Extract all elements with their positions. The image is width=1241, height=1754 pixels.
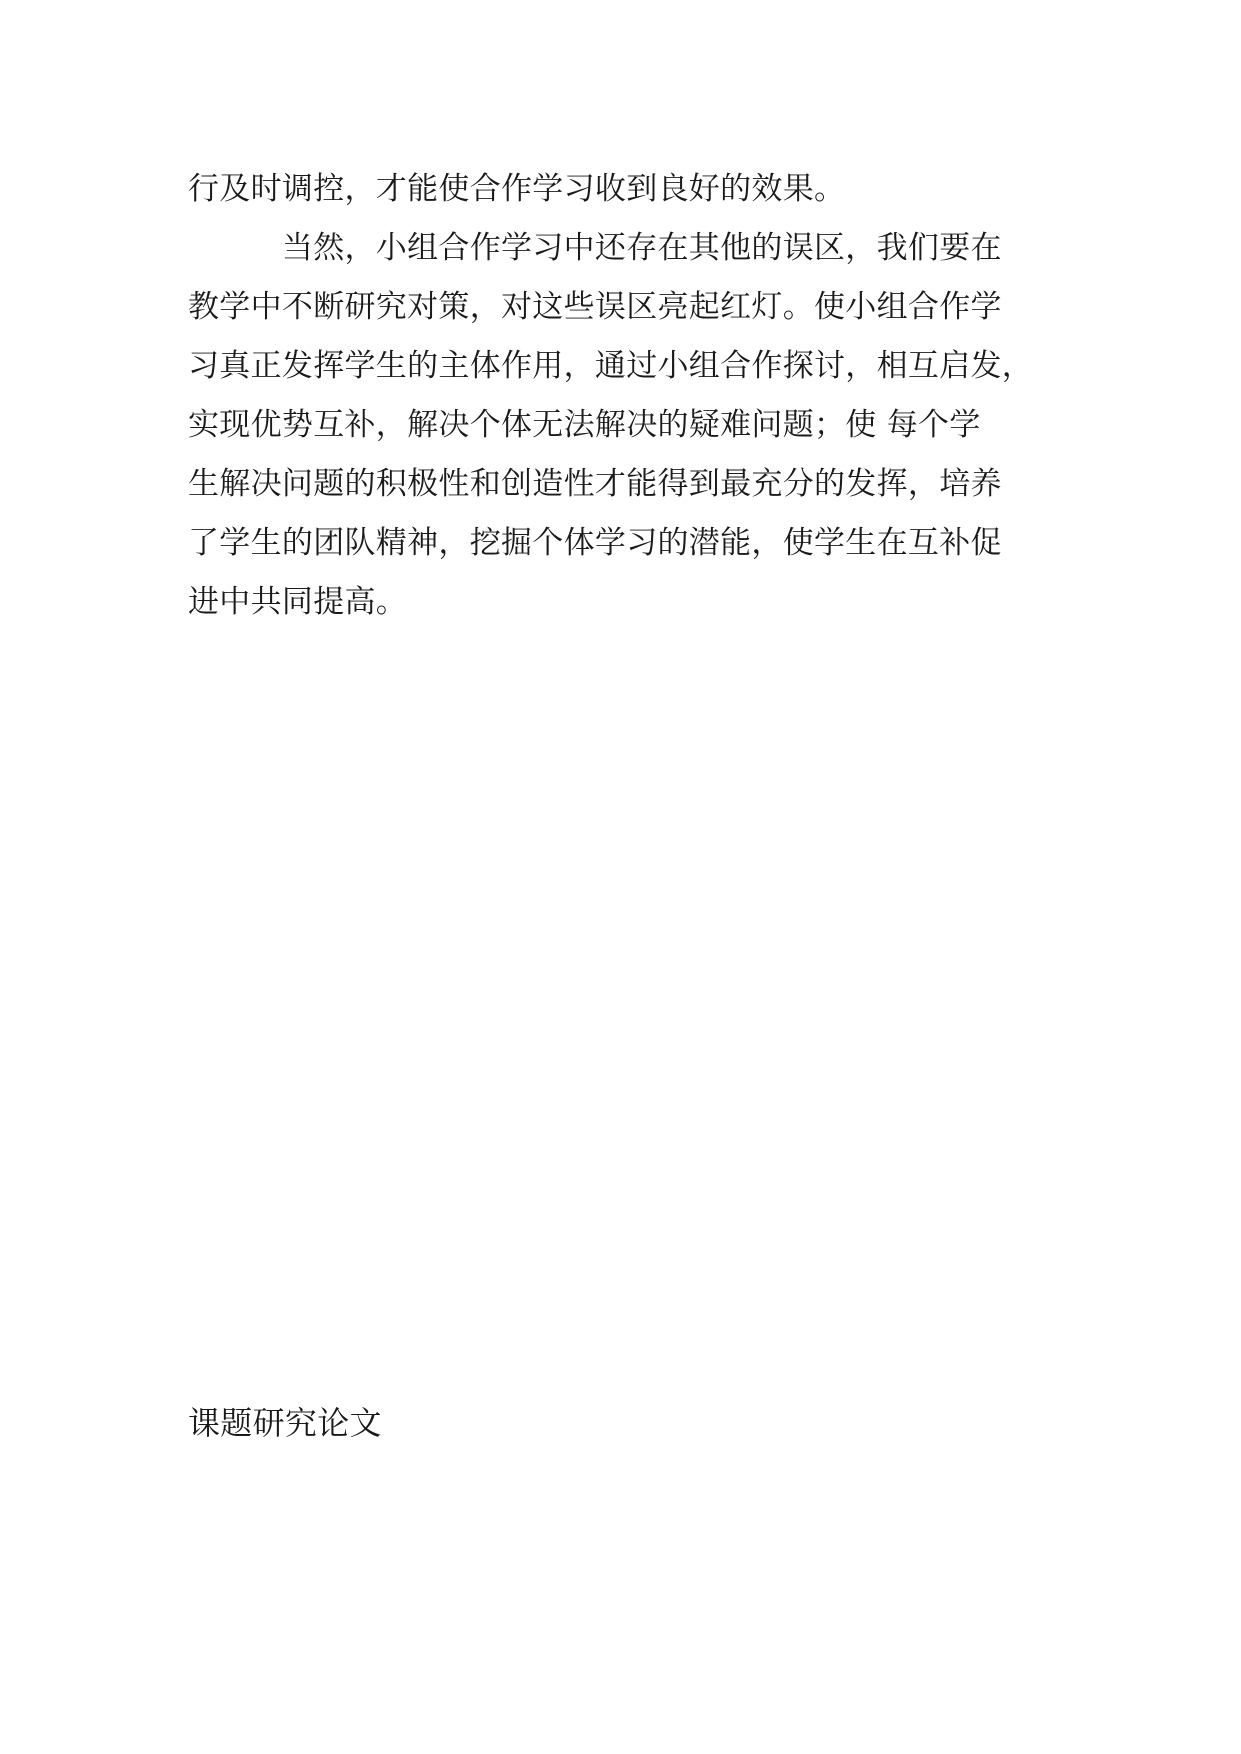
- paragraph-line: 实现优势互补，解决个体无法解决的疑难问题；使 每个学: [188, 407, 981, 443]
- paragraph-line: 习真正发挥学生的主体作用，通过小组合作探讨，相互启发，: [188, 348, 1034, 384]
- paragraph-line: 生解决问题的积极性和创造性才能得到最充分的发挥，培养: [188, 466, 1002, 502]
- body-paragraph: [188, 160, 1068, 632]
- paragraph-line: 教学中不断研究对策，对这些误区亮起红灯。使小组合作学: [188, 289, 1002, 325]
- paragraph-line: 行及时调控，才能使合作学习收到良好的效果。: [188, 171, 846, 207]
- paragraph-line: 当然，小组合作学习中还存在其他的误区，我们要在: [188, 230, 1002, 266]
- footer-title: 课题研究论文: [188, 1404, 382, 1442]
- paragraph-line: 了学生的团队精神，挖掘个体学习的潜能，使学生在互补促: [188, 525, 1002, 561]
- paragraph-line: 进中共同提高。: [188, 584, 408, 620]
